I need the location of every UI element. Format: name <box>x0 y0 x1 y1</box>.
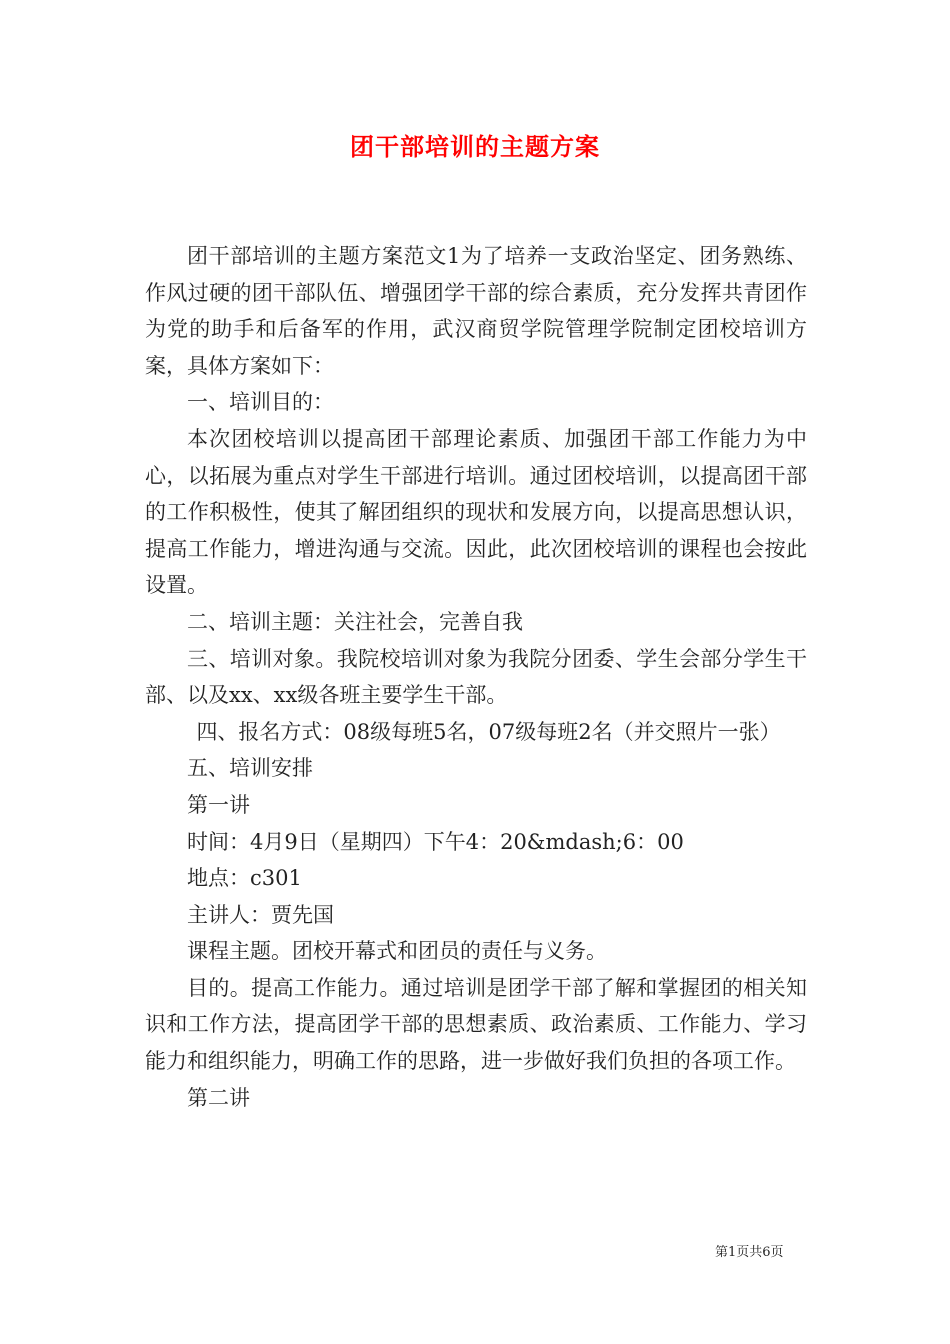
document-title: 团干部培训的主题方案 <box>350 132 600 161</box>
lecture-one-topic: 课程主题。团校开幕式和团员的责任与义务。 <box>187 939 607 964</box>
paragraph-training-targets: 三、培训对象。我院校培训对象为我院分团委、学生会部分学生干部、以及xx、xx级各班主要学生干部。 <box>145 646 807 708</box>
paragraph-training-purpose: 本次团校培训以提高团干部理论素质、加强团干部工作能力为中心，以拓展为重点对学生干部进行培训。通过团校培训，以提高团干部的工作积极性，使其了解团组织的现状和发展方向，以提高思想认识，提高工作能力，增进沟通与交流。因此，此次团校培训的课程也会按此设置。 <box>145 426 807 598</box>
heading-training-purpose: 一、培训目的： <box>187 390 334 415</box>
paragraph-intro: 团干部培训的主题方案范文1为了培养一支政治坚定、团务熟练、作风过硬的团干部队伍、增强团学干部的综合素质，充分发挥共青团作为党的助手和后备军的作用，武汉商贸学院管理学院制定团校培训方案，具体方案如下： <box>145 244 807 378</box>
heading-lecture-one: 第一讲 <box>187 792 250 817</box>
paragraph-registration: 四、报名方式：08级每班5名，07级每班2名（并交照片一张） <box>196 719 781 744</box>
page-number: 第1页共6页 <box>715 1245 784 1260</box>
lecture-one-speaker: 主讲人：贾先国 <box>187 902 334 927</box>
lecture-one-goal: 目的。提高工作能力。通过培训是团学干部了解和掌握团的相关知识和工作方法，提高团学干部的思想素质、政治素质、工作能力、学习能力和组织能力，明确工作的思路，进一步做好我们负担的各项工作。 <box>145 975 807 1074</box>
lecture-one-location: 地点：c301 <box>187 866 302 891</box>
lecture-one-time: 时间：4月9日（星期四）下午4：20&mdash;6：00 <box>187 829 684 854</box>
paragraph-training-theme: 二、培训主题：关注社会，完善自我 <box>187 609 523 634</box>
heading-training-schedule: 五、培训安排 <box>187 756 313 781</box>
heading-lecture-two: 第二讲 <box>187 1085 250 1110</box>
document-body <box>145 238 807 1116</box>
